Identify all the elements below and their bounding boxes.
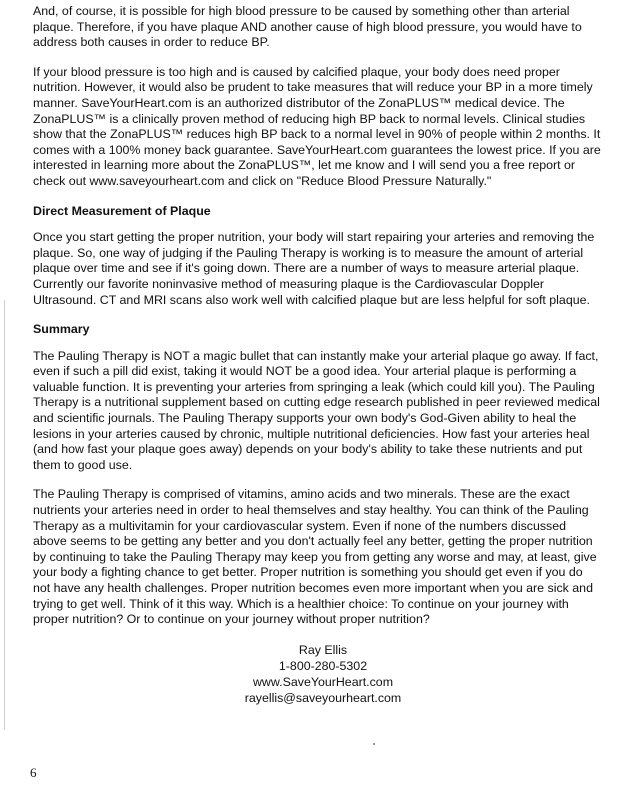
paragraph-measurement: Once you start getting the proper nutrition, your body will start repairing your arteries and removing the plaque. So, one way of judging if the Pauling Therapy is working is to measure the amount of arterial plaque over time and see if it's going down. There are a number of ways to measure arterial plaque. Currently our favorite noninvasive method of measuring plaque is the Cardiovascular Doppler Ultrasound. CT and MRI scans also work well with calcified plaque but are less helpful for soft plaque. bbox=[33, 230, 595, 307]
paragraph-zonaplus: If your blood pressure is too high and is caused by calcified plaque, your body does need proper nutrition. However, it would also be prudent to take measures that will reduce your BP in a more timely manner. SaveYourHeart.com is an authorized distributor of the ZonaPLUS™ medical device. The ZonaPLUS™ is a clinically proven method of reducing high BP back to normal levels. Clinical studies show that the ZonaPLUS™ reduces high BP back to a normal level in 90% of people within 2 months. It comes with a 100% money back guarantee. SaveYourHeart.com guarantees the lowest price. If you are interested in learning more about the ZonaPLUS™, let me know and I will send you a free report or check out www.saveyourheart.com and click on "Reduce Blood Pressure Naturally." bbox=[33, 64, 601, 188]
paragraph-summary-2: The Pauling Therapy is comprised of vitamins, amino acids and two minerals. These are the exact nutrients your arteries need in order to heal themselves and stay healthy. You can think of the Pauling Therapy as a multivitamin for your cardiovascular system. Even if none of the numbers discussed above seems to be getting any better and you don't actually feel any better, getting the proper nutrition by continuing to take the Pauling Therapy may keep you from getting any worse and may, at least, give your body a fighting chance to get better. Proper nutrition is something you should get even if you do not have any health challenges. Proper nutrition becomes even more important when you are sick and trying to get well. Think of it this way. Which is a healthier choice: To continue on your journey with proper nutrition? Or to continue on your journey without proper nutrition? bbox=[33, 487, 597, 627]
paragraph-summary-1: The Pauling Therapy is NOT a magic bullet that can instantly make your arterial plaque go away. If fact, even if such a pill did exist, taking it would NOT be a good idea. Your arterial plaque is performing a valuable function. It is preventing your arteries from springing a leak (which could kill you). The Pauling Therapy is a nutritional supplement based on cutting edge research published in peer reviewed medical and scientific journals. The Pauling Therapy supports your own body's God-Given ability to heal the lesions in your arteries caused by chronic, multiple nutritional deficiencies. How fast your arteries heal (and how fast your plaque goes away) depends on your body's ability to take these nutrients and put them to good use. bbox=[33, 348, 600, 472]
margin-line bbox=[4, 300, 5, 730]
scan-speck bbox=[373, 743, 375, 745]
document-content bbox=[33, 4, 603, 707]
paragraph-other-causes: And, of course, it is possible for high blood pressure to be caused by something other than arterial plaque. Therefore, if you have plaque AND another cause of high blood pressure, you would have to address both causes in order to reduce BP. bbox=[33, 4, 582, 50]
author-phone: 1-800-280-5302 bbox=[278, 658, 368, 673]
author-email: rayellis@saveyourheart.com bbox=[244, 691, 402, 706]
author-name: Ray Ellis bbox=[298, 642, 348, 657]
page-number: 6 bbox=[30, 765, 37, 780]
heading-direct-measurement: Direct Measurement of Plaque bbox=[33, 203, 211, 218]
author-website: www.SaveYourHeart.com bbox=[252, 675, 394, 690]
heading-summary: Summary bbox=[33, 322, 90, 337]
signature-block bbox=[163, 642, 483, 707]
